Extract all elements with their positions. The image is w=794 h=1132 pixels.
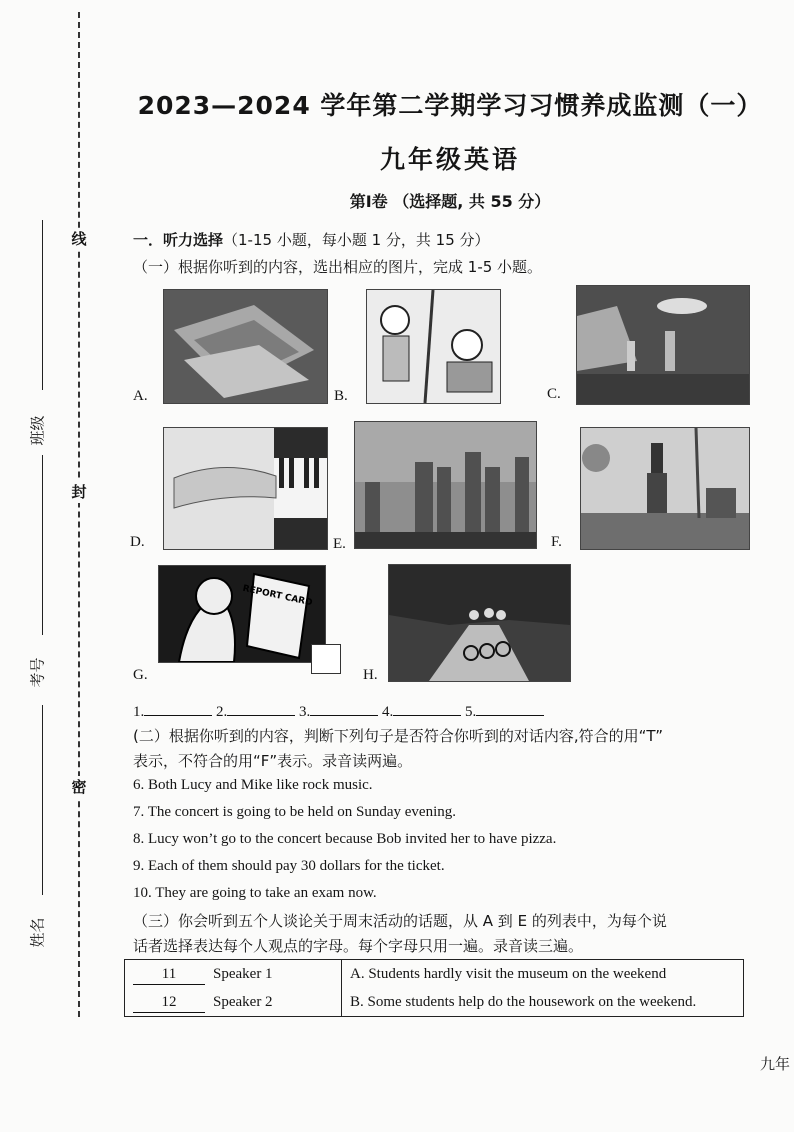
sandwich-photo-icon	[163, 289, 328, 404]
speaker-label-2: Speaker 2	[213, 994, 273, 1010]
city-skyline-photo-icon	[354, 421, 537, 549]
section-heading	[133, 229, 490, 250]
picture-label-h: H.	[363, 667, 378, 683]
picture-label-c: C.	[547, 386, 561, 402]
speaker-label-1: Speaker 1	[213, 966, 273, 982]
tree-planting-photo-icon	[580, 427, 750, 550]
report-card-cartoon-icon	[158, 565, 326, 663]
camping-rain-photo-icon	[576, 285, 750, 405]
name-label: 姓名	[28, 917, 47, 948]
option-b: B. Some students help do the housework on the weekend.	[350, 994, 697, 1010]
answer-blank-3[interactable]	[310, 701, 378, 716]
bind-char-line: 线	[71, 230, 87, 248]
binding-dashed-line	[78, 12, 80, 1017]
answer-box	[311, 644, 341, 674]
answer-blank-1[interactable]	[144, 701, 212, 716]
subsection-3-line-2: 话者选择表达每个人观点的字母。每个字母只用一遍。录音读三遍。	[133, 937, 584, 955]
blank-label-4: 4.	[382, 704, 394, 720]
bind-char-seal: 封	[71, 483, 87, 501]
options-column	[342, 960, 744, 1017]
class-label: 班级	[28, 415, 47, 446]
page-corner-text: 九年	[759, 1055, 790, 1073]
answer-blank-12[interactable]: 12	[133, 992, 205, 1013]
answer-blank-5[interactable]	[476, 701, 544, 716]
option-a: A. Students hardly visit the museum on the weekend	[350, 966, 667, 982]
picture-label-f: F.	[551, 534, 562, 550]
subsection-2-instructions	[133, 724, 778, 774]
section-heading-bold: 一．听力选择	[133, 231, 224, 249]
cycling-photo-icon	[388, 564, 571, 682]
statement-8: 8. Lucy won’t go to the concert because Bob invited her to have pizza.	[133, 831, 557, 847]
statement-7: 7. The concert is going to be held on Sunday evening.	[133, 804, 456, 820]
statement-10: 10. They are going to take an exam now.	[133, 885, 377, 901]
blank-label-3: 3.	[299, 704, 311, 720]
phone-call-cartoon-icon	[366, 289, 501, 404]
statement-6: 6. Both Lucy and Mike like rock music.	[133, 777, 373, 793]
section-heading-rest: （1-15 小题，每小题 1 分，共 15 分）	[223, 231, 490, 249]
subsection-1-instructions: （一）根据你听到的内容，选出相应的图片，完成 1-5 小题。	[133, 258, 543, 276]
answer-blank-11[interactable]: 11	[133, 964, 205, 985]
picture-label-b: B.	[334, 388, 348, 404]
blank-label-1: 1.	[133, 704, 145, 720]
exam-subtitle: 九年级英语	[379, 145, 520, 174]
piano-photo-icon	[163, 427, 328, 550]
statement-9: 9. Each of them should pay 30 dollars for the ticket.	[133, 858, 445, 874]
speaker-row-2	[133, 988, 333, 1016]
answer-blanks-row	[133, 701, 544, 721]
part-heading: 第Ⅰ卷 （选择题, 共 55 分）	[349, 192, 551, 211]
exam-title: 2023—2024 学年第二学期学习习惯养成监测（一）	[137, 91, 763, 120]
report-card-text: REPORT CARD	[241, 583, 314, 609]
blank-label-5: 5.	[465, 704, 477, 720]
subsection-2-line-1: (二）根据你听到的内容，判断下列句子是否符合你听到的对话内容,符合的用“T”	[133, 727, 663, 745]
answer-blank-4[interactable]	[393, 701, 461, 716]
picture-label-a: A.	[133, 388, 148, 404]
class-field-line	[42, 220, 43, 390]
subsection-3-instructions	[133, 909, 778, 959]
blank-label-2: 2.	[216, 704, 228, 720]
name-field-line	[42, 705, 43, 895]
picture-label-g: G.	[133, 667, 148, 683]
subsection-2-line-2: 表示，不符合的用“F”表示。录音读两遍。	[133, 752, 413, 770]
matching-table	[124, 959, 744, 1017]
subsection-3-line-1: （三）你会听到五个人谈论关于周末活动的话题，从 A 到 E 的列表中，为每个说	[133, 912, 667, 930]
bind-char-secret: 密	[71, 778, 87, 796]
answer-blank-2[interactable]	[227, 701, 295, 716]
speaker-column	[125, 960, 342, 1017]
picture-label-e: E.	[333, 536, 346, 552]
exam-number-label: 考号	[28, 657, 47, 688]
picture-label-d: D.	[130, 534, 145, 550]
speaker-row-1	[133, 960, 333, 988]
exam-number-field-line	[42, 455, 43, 635]
